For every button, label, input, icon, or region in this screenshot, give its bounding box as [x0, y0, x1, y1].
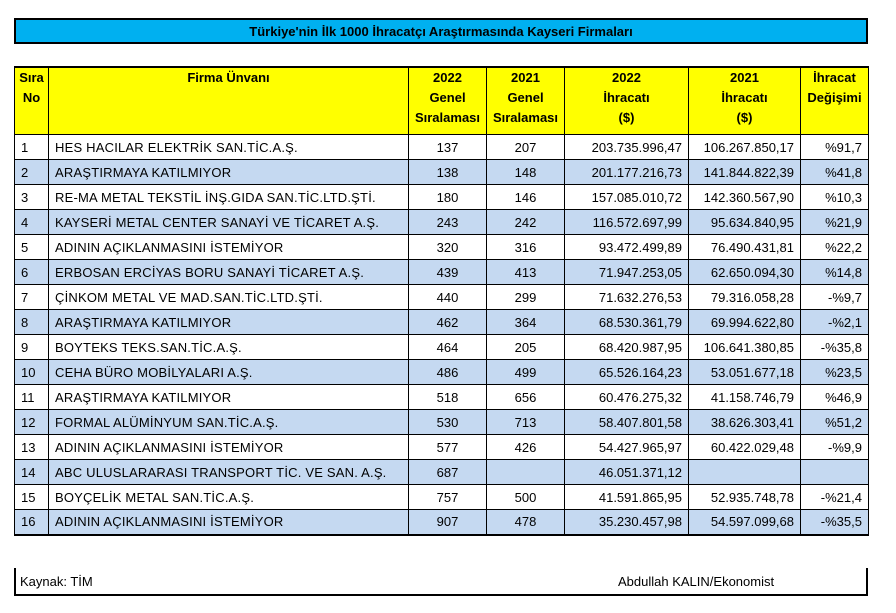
cell-rank-2022: 464: [409, 335, 487, 360]
cell-export-2022: 201.177.216,73: [565, 160, 689, 185]
cell-change: %46,9: [801, 385, 869, 410]
cell-rank-2021: 413: [487, 260, 565, 285]
cell-export-2022: 35.230.457,98: [565, 510, 689, 535]
cell-change: %14,8: [801, 260, 869, 285]
cell-rank-2022: 462: [409, 310, 487, 335]
cell-export-2021: 38.626.303,41: [689, 410, 801, 435]
cell-rank-2021: 500: [487, 485, 565, 510]
cell-rank-2022: 530: [409, 410, 487, 435]
cell-rank-2021: [487, 460, 565, 485]
exporters-table: [14, 66, 869, 536]
cell-rank-2022: 138: [409, 160, 487, 185]
table-row: [15, 260, 869, 285]
cell-rank-2021: 148: [487, 160, 565, 185]
table-row: [15, 310, 869, 335]
table-row: [15, 335, 869, 360]
cell-company: CEHA BÜRO MOBİLYALARI A.Ş.: [49, 360, 409, 385]
cell-rank-2022: 577: [409, 435, 487, 460]
cell-rank-2022: 440: [409, 285, 487, 310]
table-row: [15, 385, 869, 410]
cell-rank-2022: 320: [409, 235, 487, 260]
cell-change: %10,3: [801, 185, 869, 210]
cell-no: 10: [15, 360, 49, 385]
cell-company: HES HACILAR ELEKTRİK SAN.TİC.A.Ş.: [49, 135, 409, 160]
cell-export-2022: 157.085.010,72: [565, 185, 689, 210]
table-row: [15, 285, 869, 310]
cell-company: ARAŞTIRMAYA KATILMIYOR: [49, 310, 409, 335]
cell-change: %22,2: [801, 235, 869, 260]
header-change: İhracat Değişimi: [801, 67, 869, 135]
cell-company: FORMAL ALÜMİNYUM SAN.TİC.A.Ş.: [49, 410, 409, 435]
cell-export-2021: 95.634.840,95: [689, 210, 801, 235]
cell-no: 15: [15, 485, 49, 510]
table-row: [15, 435, 869, 460]
cell-export-2021: 60.422.029,48: [689, 435, 801, 460]
cell-company: BOYÇELİK METAL SAN.TİC.A.Ş.: [49, 485, 409, 510]
cell-rank-2022: 518: [409, 385, 487, 410]
cell-company: ADININ AÇIKLANMASINI İSTEMİYOR: [49, 510, 409, 535]
cell-rank-2022: 243: [409, 210, 487, 235]
cell-company: KAYSERİ METAL CENTER SANAYİ VE TİCARET A.Ş.: [49, 210, 409, 235]
cell-no: 8: [15, 310, 49, 335]
cell-change: [801, 460, 869, 485]
table-row: [15, 360, 869, 385]
header-export-2021: 2021 İhracatı ($): [689, 67, 801, 135]
cell-export-2021: 54.597.099,68: [689, 510, 801, 535]
cell-company: BOYTEKS TEKS.SAN.TİC.A.Ş.: [49, 335, 409, 360]
cell-no: 16: [15, 510, 49, 535]
table-row: [15, 185, 869, 210]
cell-export-2021: 106.267.850,17: [689, 135, 801, 160]
cell-change: -%9,9: [801, 435, 869, 460]
table-row: [15, 210, 869, 235]
cell-change: %21,9: [801, 210, 869, 235]
cell-no: 7: [15, 285, 49, 310]
cell-company: ARAŞTIRMAYA KATILMIYOR: [49, 385, 409, 410]
cell-export-2022: 71.947.253,05: [565, 260, 689, 285]
cell-export-2021: 142.360.567,90: [689, 185, 801, 210]
cell-no: 1: [15, 135, 49, 160]
table-body: [15, 135, 869, 535]
cell-change: -%35,8: [801, 335, 869, 360]
cell-change: %51,2: [801, 410, 869, 435]
cell-export-2022: 203.735.996,47: [565, 135, 689, 160]
table-row: [15, 485, 869, 510]
cell-rank-2021: 146: [487, 185, 565, 210]
table-footer: [14, 568, 868, 596]
cell-company: RE-MA METAL TEKSTİL İNŞ.GIDA SAN.TİC.LTD.ŞTİ.: [49, 185, 409, 210]
source-note: Kaynak: TİM: [20, 574, 93, 589]
cell-rank-2021: 205: [487, 335, 565, 360]
author-note: Abdullah KALIN/Ekonomist: [618, 574, 775, 589]
cell-rank-2021: 656: [487, 385, 565, 410]
cell-no: 9: [15, 335, 49, 360]
cell-no: 3: [15, 185, 49, 210]
cell-rank-2021: 242: [487, 210, 565, 235]
cell-rank-2022: 180: [409, 185, 487, 210]
table-row: [15, 135, 869, 160]
cell-rank-2022: 486: [409, 360, 487, 385]
cell-export-2022: 93.472.499,89: [565, 235, 689, 260]
cell-company: ARAŞTIRMAYA KATILMIYOR: [49, 160, 409, 185]
cell-rank-2022: 907: [409, 510, 487, 535]
table-row: [15, 510, 869, 535]
cell-rank-2021: 478: [487, 510, 565, 535]
cell-change: %41,8: [801, 160, 869, 185]
cell-rank-2021: 316: [487, 235, 565, 260]
cell-export-2022: 54.427.965,97: [565, 435, 689, 460]
cell-no: 13: [15, 435, 49, 460]
cell-export-2021: 76.490.431,81: [689, 235, 801, 260]
cell-change: %23,5: [801, 360, 869, 385]
cell-export-2022: 60.476.275,32: [565, 385, 689, 410]
cell-no: 11: [15, 385, 49, 410]
cell-rank-2022: 757: [409, 485, 487, 510]
cell-export-2022: 65.526.164,23: [565, 360, 689, 385]
cell-no: 14: [15, 460, 49, 485]
cell-rank-2021: 713: [487, 410, 565, 435]
header-no: Sıra No: [15, 67, 49, 135]
cell-export-2021: 106.641.380,85: [689, 335, 801, 360]
cell-export-2022: 68.420.987,95: [565, 335, 689, 360]
table-row: [15, 235, 869, 260]
cell-change: -%2,1: [801, 310, 869, 335]
cell-export-2022: 58.407.801,58: [565, 410, 689, 435]
cell-no: 2: [15, 160, 49, 185]
cell-export-2021: [689, 460, 801, 485]
cell-company: ADININ AÇIKLANMASINI İSTEMİYOR: [49, 435, 409, 460]
header-row: [15, 67, 869, 135]
cell-change: -%35,5: [801, 510, 869, 535]
cell-export-2022: 116.572.697,99: [565, 210, 689, 235]
table-row: [15, 410, 869, 435]
cell-rank-2021: 364: [487, 310, 565, 335]
cell-export-2021: 52.935.748,78: [689, 485, 801, 510]
cell-no: 5: [15, 235, 49, 260]
cell-rank-2021: 299: [487, 285, 565, 310]
cell-rank-2021: 499: [487, 360, 565, 385]
cell-rank-2022: 439: [409, 260, 487, 285]
cell-export-2022: 41.591.865,95: [565, 485, 689, 510]
table-row: [15, 460, 869, 485]
table-title: Türkiye'nin İlk 1000 İhracatçı Araştırmasında Kayseri Firmaları: [14, 18, 868, 44]
table-row: [15, 160, 869, 185]
cell-export-2021: 69.994.622,80: [689, 310, 801, 335]
cell-company: ÇİNKOM METAL VE MAD.SAN.TİC.LTD.ŞTİ.: [49, 285, 409, 310]
cell-rank-2021: 426: [487, 435, 565, 460]
cell-change: %91,7: [801, 135, 869, 160]
header-export-2022: 2022 İhracatı ($): [565, 67, 689, 135]
header-name: Firma Ünvanı: [49, 67, 409, 135]
cell-no: 4: [15, 210, 49, 235]
cell-rank-2021: 207: [487, 135, 565, 160]
cell-export-2022: 68.530.361,79: [565, 310, 689, 335]
cell-export-2021: 41.158.746,79: [689, 385, 801, 410]
cell-company: ERBOSAN ERCİYAS BORU SANAYİ TİCARET A.Ş.: [49, 260, 409, 285]
header-rank-2021: 2021 Genel Sıralaması: [487, 67, 565, 135]
cell-export-2021: 79.316.058,28: [689, 285, 801, 310]
cell-rank-2022: 687: [409, 460, 487, 485]
cell-no: 12: [15, 410, 49, 435]
cell-company: ABC ULUSLARARASI TRANSPORT TİC. VE SAN. A.Ş.: [49, 460, 409, 485]
cell-export-2021: 62.650.094,30: [689, 260, 801, 285]
cell-company: ADININ AÇIKLANMASINI İSTEMİYOR: [49, 235, 409, 260]
cell-change: -%21,4: [801, 485, 869, 510]
cell-export-2021: 141.844.822,39: [689, 160, 801, 185]
cell-export-2022: 71.632.276,53: [565, 285, 689, 310]
header-rank-2022: 2022 Genel Sıralaması: [409, 67, 487, 135]
cell-rank-2022: 137: [409, 135, 487, 160]
cell-no: 6: [15, 260, 49, 285]
cell-export-2022: 46.051.371,12: [565, 460, 689, 485]
cell-change: -%9,7: [801, 285, 869, 310]
cell-export-2021: 53.051.677,18: [689, 360, 801, 385]
